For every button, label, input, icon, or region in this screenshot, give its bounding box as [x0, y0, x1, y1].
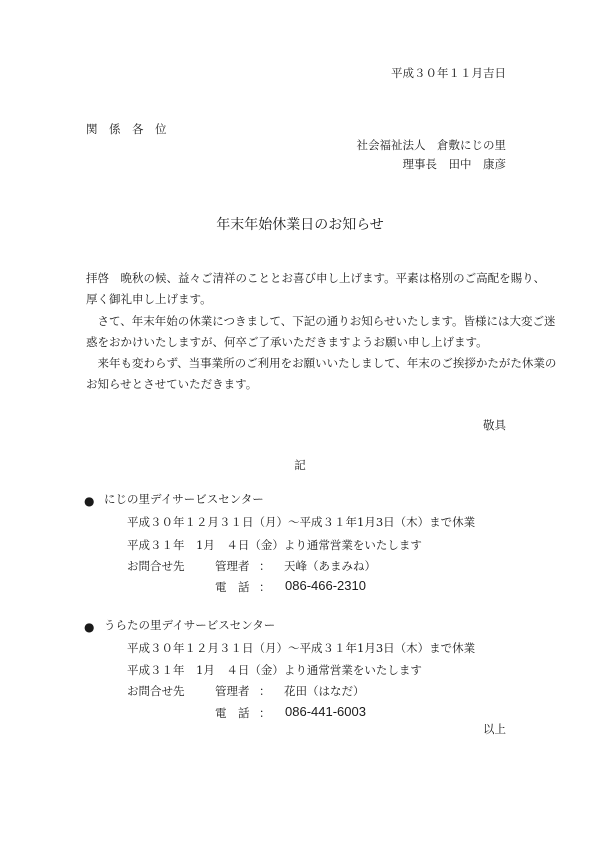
separator: ： — [259, 684, 271, 698]
manager-name: 天峰（あまみね） — [284, 559, 376, 573]
body-line-1: 拝啓 晩秋の候、益々ご清祥のこととお喜び申し上げます。平素は格別のご高配を賜り、 — [86, 271, 546, 285]
manager-label: 管理者 — [215, 559, 250, 573]
manager-label: 管理者 — [215, 684, 250, 698]
facility-closure: 平成３０年１２月３１日（月）～平成３１年1月3日（木）まで休業 — [127, 515, 476, 529]
tel-label: 電 話 — [215, 706, 250, 720]
contact-label: お問合せ先 — [127, 684, 185, 698]
ki-heading: 記 — [294, 458, 306, 472]
closing: 敬具 — [483, 418, 506, 432]
facility-name: うらたの里デイサービスセンター — [104, 618, 276, 632]
tel-number: 086-466-2310 — [285, 578, 366, 593]
separator: ： — [259, 559, 271, 573]
sender-org: 社会福祉法人 倉敷にじの里 — [356, 138, 506, 152]
tel-number: 086-441-6003 — [285, 704, 366, 719]
tel-label: 電 話 — [215, 580, 250, 594]
bullet-icon: ● — [84, 620, 95, 634]
facility-name: にじの里デイサービスセンター — [104, 492, 264, 506]
document-title: 年末年始休業日のお知らせ — [216, 217, 384, 233]
recipient: 関 係 各 位 — [86, 122, 167, 136]
end-mark: 以上 — [483, 722, 506, 736]
document-date: 平成３０年１１月吉日 — [391, 66, 506, 80]
body-line-2: 厚く御礼申し上げます。 — [86, 292, 212, 306]
body-line-4: 惑をおかけいたしますが、何卒ご了承いただきますようお願い申し上げます。 — [86, 335, 488, 349]
facility-closure: 平成３０年１２月３１日（月）～平成３１年1月3日（木）まで休業 — [127, 641, 476, 655]
manager-name: 花田（はなだ） — [284, 684, 365, 698]
facility-resume: 平成３１年 1月 ４日（金）より通常営業をいたします — [127, 663, 422, 677]
body-line-6: お知らせとさせていただきます。 — [86, 377, 258, 391]
separator: ： — [259, 706, 271, 720]
body-line-3: さて、年末年始の休業につきまして、下記の通りお知らせいたします。皆様には大変ご迷 — [86, 314, 556, 328]
contact-label: お問合せ先 — [127, 559, 185, 573]
bullet-icon: ● — [84, 494, 95, 508]
sender-person: 理事長 田中 康彦 — [402, 157, 506, 171]
body-line-5: 来年も変わらず、当事業所のご利用をお願いいたしまして、年末のご挨拶かたがた休業の — [86, 356, 557, 370]
facility-resume: 平成３１年 1月 ４日（金）より通常営業をいたします — [127, 538, 422, 552]
separator: ： — [259, 580, 271, 594]
